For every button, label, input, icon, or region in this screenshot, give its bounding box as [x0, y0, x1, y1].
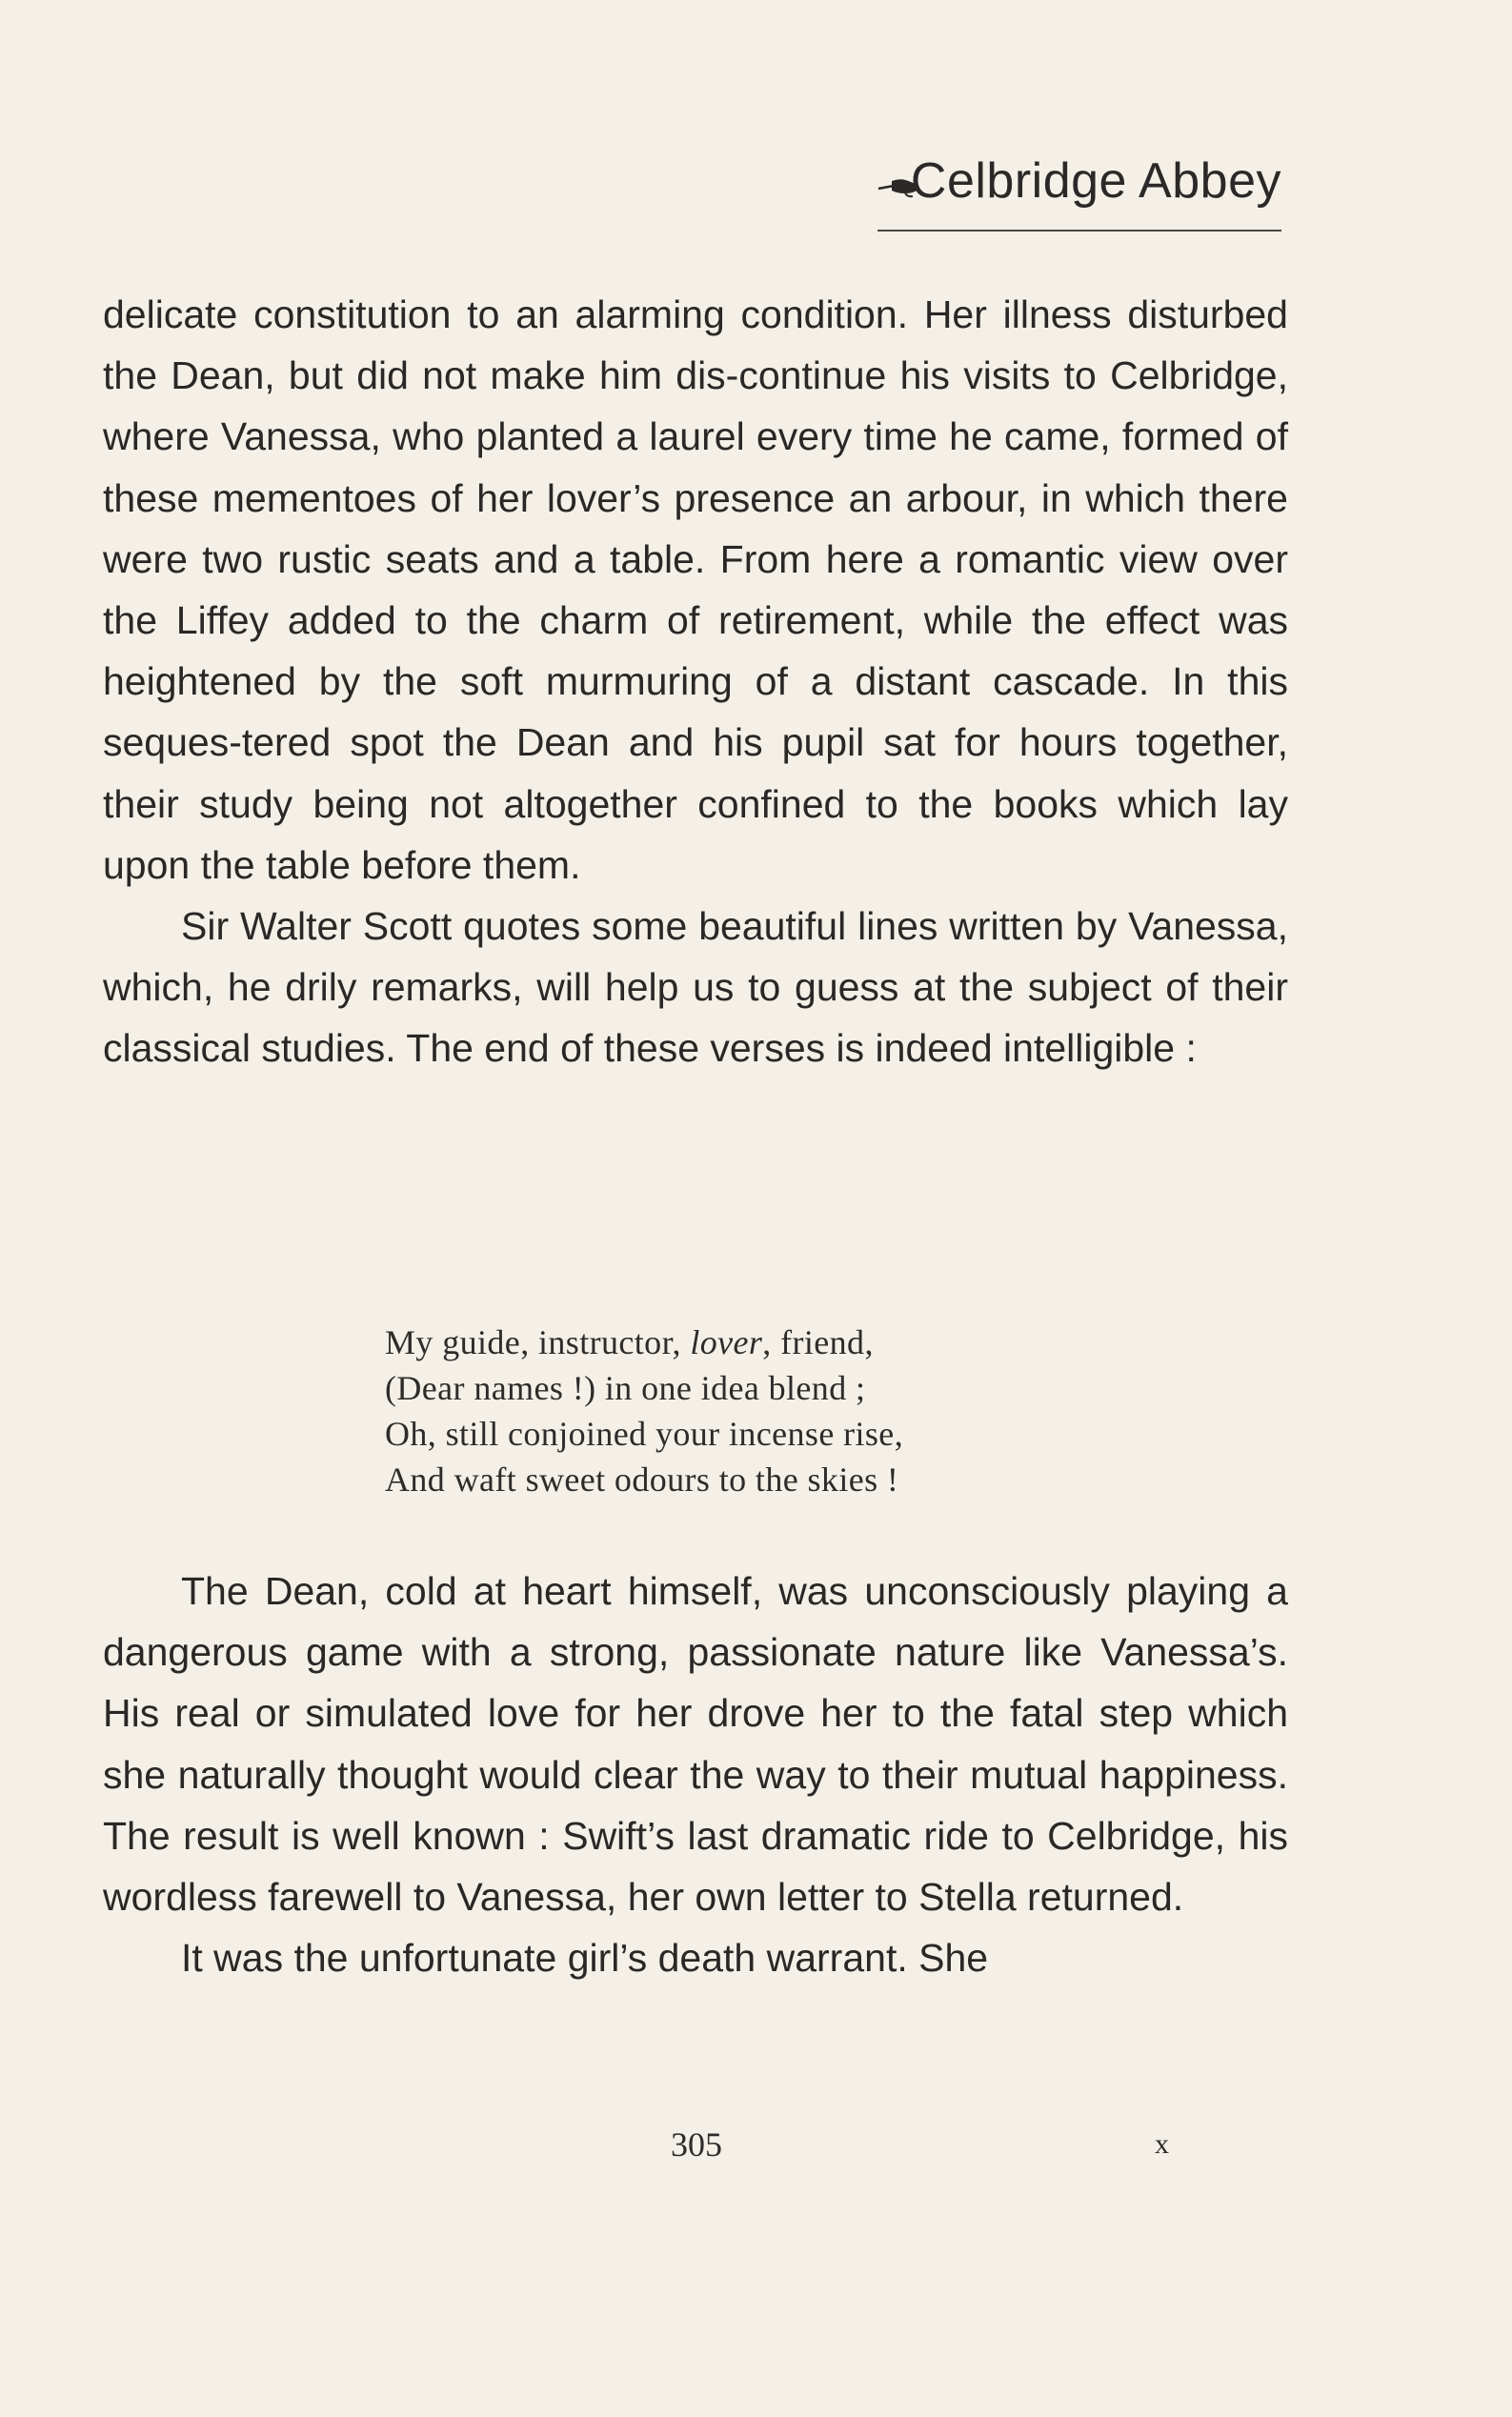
text-block-lower	[103, 1561, 1288, 1988]
verse-line: (Dear names !) in one idea blend ;	[385, 1369, 866, 1407]
paragraph: The Dean, cold at heart himself, was unconsciously playing a dangerous game with a strong, passionate nature like Vanessa’s. His real or simulated love for her drove her to the fatal step which she naturally thought would clear the way to their mutual happiness. The result is well known : Swift’s last dramatic ride to Celbridge, his wordless farewell to Vanessa, her own letter to Stella returned.	[103, 1569, 1288, 1920]
text-block-upper	[103, 284, 1288, 1079]
verse-line	[385, 1319, 1052, 1365]
paragraph: Sir Walter Scott quotes some beautiful lines written by Vanessa, which, he drily remarks, will help us to guess at the subject of their classical studies. The end of these verses is indeed intelligible :	[103, 904, 1288, 1071]
page-number: 305	[671, 2125, 722, 2164]
paragraph: delicate constitution to an alarming condition. Her illness disturbed the Dean, but did not make him dis-continue his visits to Celbridge, where Vanessa, who planted a laurel every time he came, formed of these mementoes of her lover’s presence an arbour, in which there were two rustic seats and a table. From here a romantic view over the Liffey added to the charm of retirement, while the effect was heightened by the soft murmuring of a distant cascade. In this seques-tered spot the Dean and his pupil sat for hours together, their study being not altogether confined to the books which lay upon the table before them.	[103, 292, 1288, 887]
verse-line: Oh, still conjoined your incense rise,	[385, 1415, 904, 1453]
header-rule	[877, 230, 1281, 232]
verse-italic-word: lover	[690, 1323, 763, 1361]
paragraph: It was the unfortunate girl’s death warrant. She	[181, 1936, 989, 1981]
verse-quotation	[385, 1319, 1052, 1502]
signature-mark: x	[1155, 2128, 1169, 2160]
verse-line: And waft sweet odours to the skies !	[385, 1460, 899, 1499]
verse-text: , friend,	[762, 1323, 874, 1361]
verse-text: My guide, instructor,	[385, 1323, 691, 1361]
running-head	[877, 152, 1281, 232]
running-title: Celbridge Abbey	[910, 153, 1281, 209]
